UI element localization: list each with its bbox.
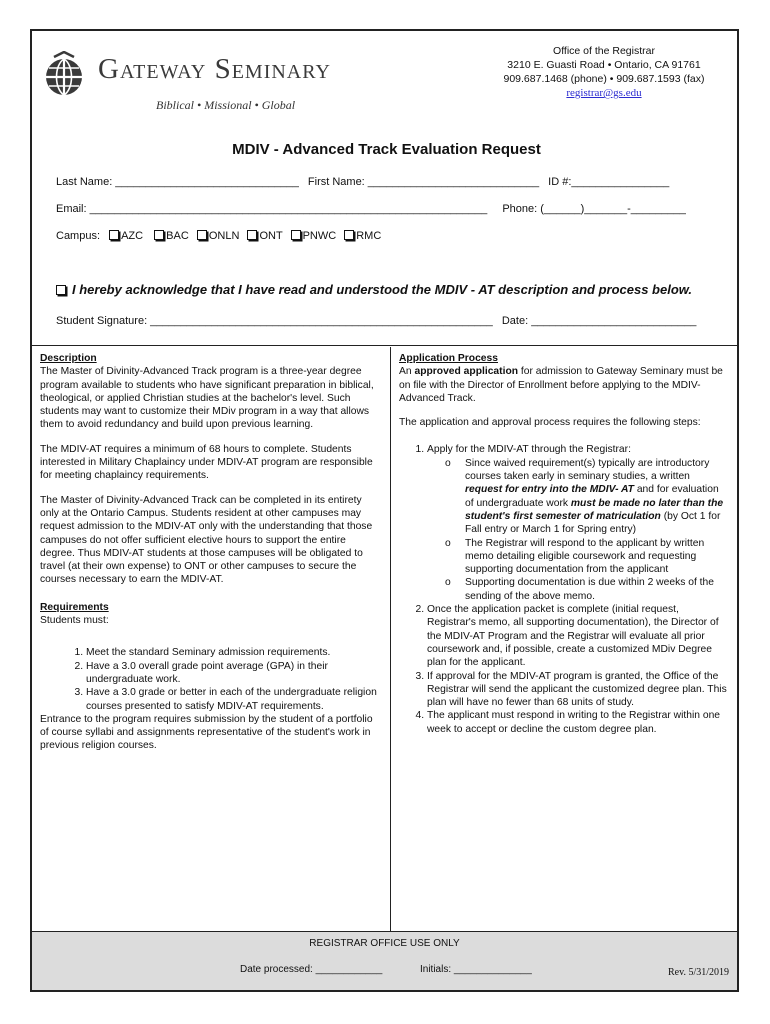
- office-address: 3210 E. Guasti Road • Ontario, CA 91761: [507, 59, 701, 71]
- list-item: o Since waived requirement(s) typically are introductory courses taken early in seminary studies, a written request for entry into the MDIV- AT and for evaluation of undergraduate work must be made no later than the student's first semester of matriculation (by Oct 1 for Fall entry or March 1 for Spring entry): [445, 457, 727, 537]
- campus-option-ont[interactable]: ONT: [247, 230, 282, 242]
- list-item: o Supporting documentation is due within 2 weeks of the sending of the above memo.: [445, 576, 727, 603]
- list-item: o The Registrar will respond to the applicant by written memo detailing eligible coursework and requesting supporting documentation from the applicant: [445, 537, 727, 577]
- date-processed-field[interactable]: Date processed: ____________: [240, 964, 383, 975]
- checkbox-icon: [109, 230, 119, 240]
- process-steps: [399, 443, 727, 736]
- right-column: [399, 352, 727, 736]
- left-column: [40, 352, 380, 753]
- checkbox-icon: [56, 285, 66, 295]
- application-intro: An approved application for admission to Gateway Seminary must be on file with the Director of Enrollment before applying to the MDIV-Advanced Track.: [399, 366, 723, 404]
- name-row: [56, 176, 669, 188]
- office-title: Office of the Registrar: [553, 45, 655, 57]
- office-phones: 909.687.1468 (phone) • 909.687.1593 (fax): [503, 73, 705, 85]
- last-name-field[interactable]: Last Name: ______________________________: [56, 176, 299, 188]
- column-divider: [390, 347, 391, 934]
- campus-option-onln[interactable]: ONLN: [197, 230, 240, 242]
- date-field[interactable]: Date: ___________________________: [501, 315, 697, 327]
- form-title: MDIV - Advanced Track Evaluation Request: [232, 141, 541, 158]
- list-item: 3. Have a 3.0 grade or better in each of the undergraduate religion courses presented to satisfy MDIV-AT requirements.: [86, 686, 380, 713]
- contact-row: [56, 203, 686, 215]
- campus-label: Campus:: [56, 230, 101, 242]
- checkbox-icon: [344, 230, 354, 240]
- acknowledgement-text: I hereby acknowledge that I have read and understood the MDIV - AT description and process below.: [72, 282, 693, 297]
- office-email-link[interactable]: registrar@gs.edu: [566, 87, 642, 99]
- initials-field[interactable]: Initials: ______________: [420, 964, 532, 975]
- acknowledgement-row[interactable]: [56, 282, 692, 297]
- checkbox-icon: [247, 230, 257, 240]
- requirements-heading: Requirements: [40, 601, 109, 613]
- entrance-paragraph: Entrance to the program requires submission by the student of a portfolio of course syllabi and assignments representative of the student's work in previous religion courses.: [40, 713, 373, 752]
- list-item: 3. If approval for the MDIV-AT program is granted, the Office of the Registrar will send the applicant the customized degree plan. This plan will have no fewer than 68 units of study.: [427, 670, 727, 710]
- phone-field[interactable]: Phone: (______)_______-_________: [502, 203, 686, 215]
- requirements-list: [40, 646, 380, 712]
- campus-row: [56, 230, 381, 242]
- office-use-footer: [32, 931, 737, 990]
- list-item: 1. Meet the standard Seminary admission requirements.: [86, 646, 380, 659]
- signature-field[interactable]: Student Signature: ________________________________________________________: [56, 315, 493, 327]
- description-paragraph: The Master of Divinity-Advanced Track can be completed in its entirety only at the Ontario Campus. Students resident at other campuses may request admission to the MDIV-AT only with the understanding that those campuses do not offer sufficient elective hours to support the entire degree. Thus MDIV-AT students at those campuses will be obligated to travel (at their own expense) to ONT or other campuses to secure the courses necessary to earn the MDIV-AT.: [40, 494, 373, 586]
- application-heading: Application Process: [399, 353, 498, 364]
- registrar-contact: [489, 44, 719, 100]
- section-divider: [32, 345, 737, 346]
- campus-option-azc[interactable]: AZC: [109, 230, 143, 242]
- checkbox-icon: [291, 230, 301, 240]
- requirements-intro: Students must:: [40, 615, 109, 627]
- checkbox-icon: [197, 230, 207, 240]
- process-intro: The application and approval process requires the following steps:: [399, 417, 701, 429]
- first-name-field[interactable]: First Name: ____________________________: [307, 176, 540, 188]
- sub-steps: [427, 457, 727, 603]
- office-use-label: REGISTRAR OFFICE USE ONLY: [309, 938, 460, 949]
- list-item: 4. The applicant must respond in writing to the Registrar within one week to accept or decline the custom degree plan.: [427, 709, 727, 736]
- campus-option-pnwc[interactable]: PNWC: [291, 230, 337, 242]
- campus-option-rmc[interactable]: RMC: [344, 230, 381, 242]
- campus-option-bac[interactable]: BAC: [154, 230, 189, 242]
- revision-date: Rev. 5/31/2019: [667, 967, 729, 978]
- logo-wordmark: Gateway Seminary: [98, 53, 331, 85]
- list-item: 2. Have a 3.0 overall grade point average (GPA) in their undergraduate work.: [86, 660, 380, 687]
- signature-row: [56, 315, 696, 327]
- logo-tagline: Biblical • Missional • Global: [156, 98, 296, 112]
- description-heading: Description: [40, 353, 97, 364]
- gateway-logo: [40, 41, 380, 121]
- description-paragraph: The Master of Divinity-Advanced Track program is a three-year degree program available to students who have significant preparation in biblical, theological, or applied Christian studies at the bachelor's level. Such students may want to customize their MDiv program in a way that allows them to avoid redundancy and build upon previous learning.: [40, 366, 374, 431]
- checkbox-icon: [154, 230, 164, 240]
- form-page: [30, 29, 739, 992]
- list-item: 1. Apply for the MDIV-AT through the Registrar: o Since waived requirement(s) typically are introductory courses taken early in seminary studies, a written request for entry into the MDIV- AT and for evaluation of undergraduate work must be made no later than the student's first semester of matriculation (by Oct 1 for Fall entry or March 1 for Spring entry) o The Registrar will respond to the applicant by written memo detailing eligible coursework and requesting supporting documentation from the applicant o Supporting documentation is due within 2 weeks of the sending of the above memo.: [427, 443, 727, 603]
- email-field[interactable]: Email: _________________________________________________________________: [56, 203, 488, 215]
- list-item: 2. Once the application packet is complete (initial request, Registrar's memo, all supporting documentation), the Director of the MDIV-AT Program and the Registrar will evaluate all prior coursework and, if possible, create a customized MDiv Degree plan for the applicant.: [427, 603, 727, 669]
- globe-emblem-icon: [40, 51, 88, 99]
- description-paragraph: The MDIV-AT requires a minimum of 68 hours to complete. Students interested in Military Chaplaincy under MDIV-AT program are responsible for meeting chaplaincy requirements.: [40, 443, 373, 482]
- id-field[interactable]: ID #:________________: [548, 176, 670, 188]
